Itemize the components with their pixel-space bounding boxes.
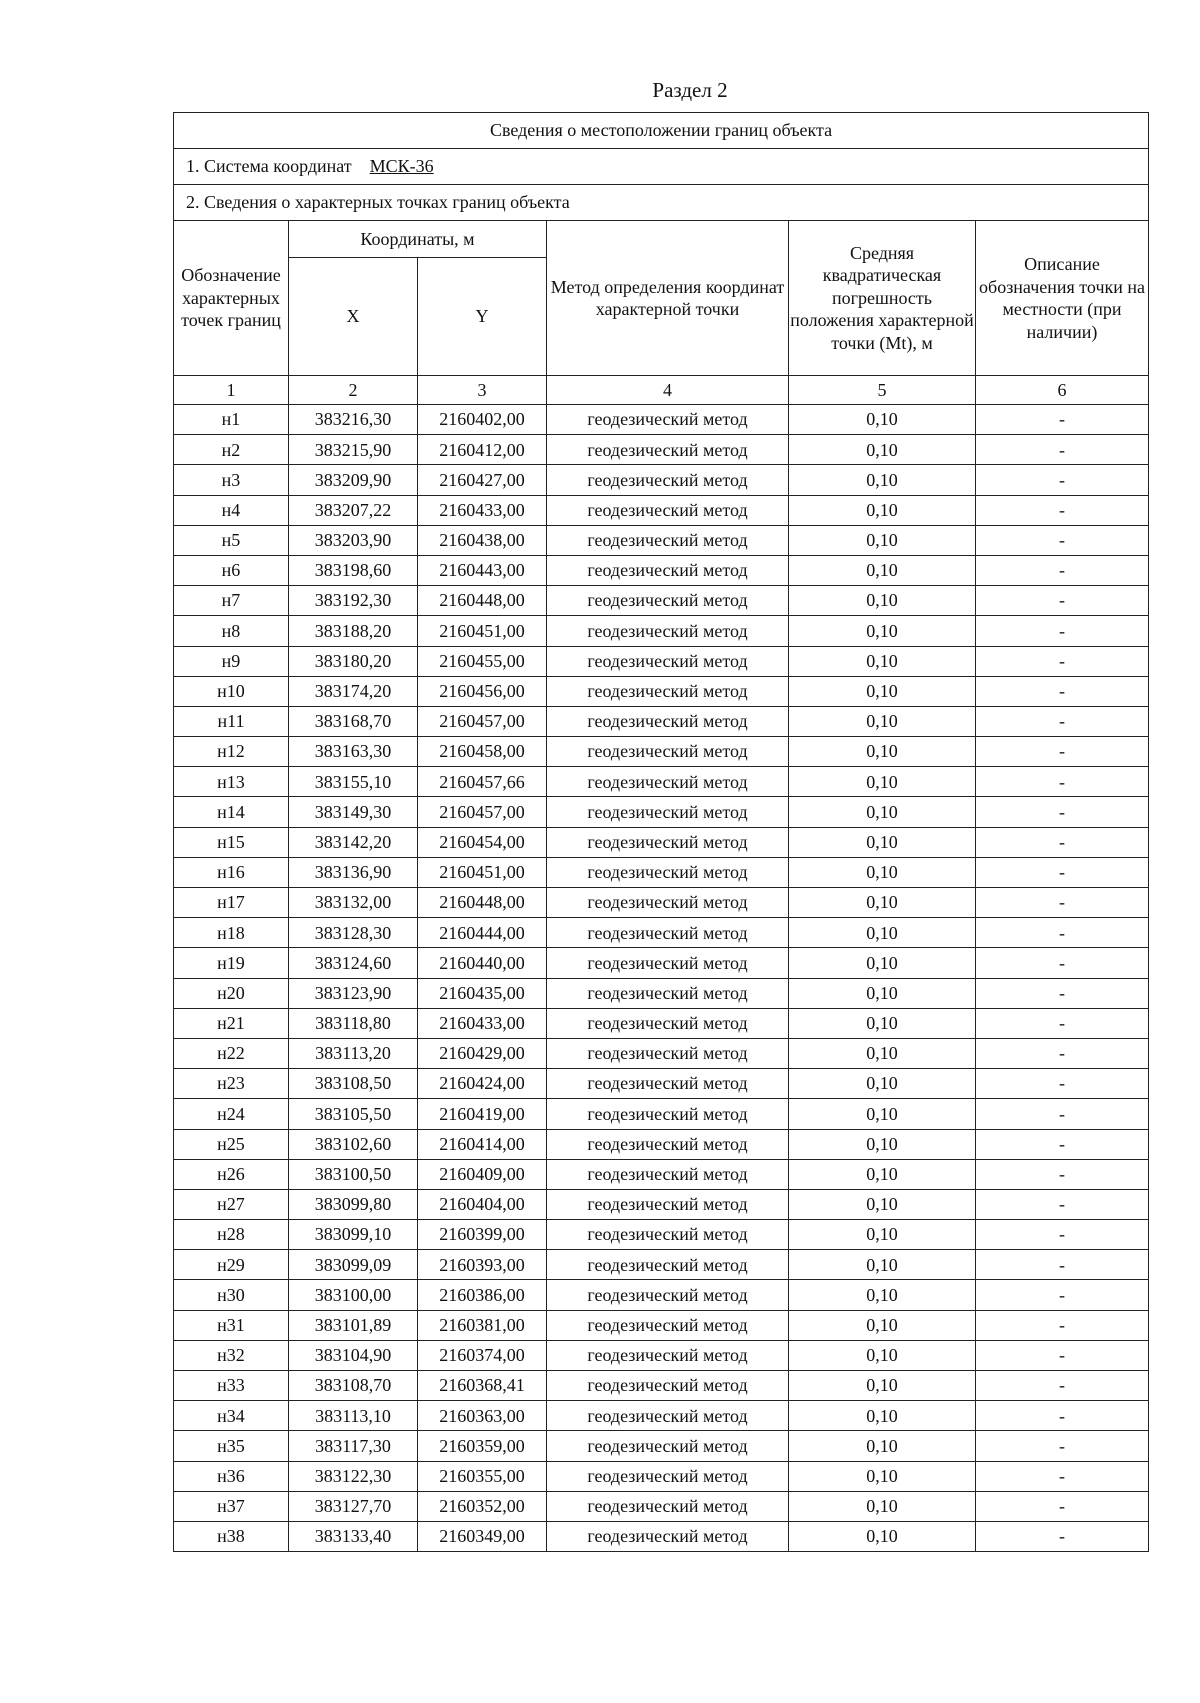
description-cell: - bbox=[976, 978, 1149, 1008]
x-coord-cell: 383203,90 bbox=[289, 525, 418, 555]
description-cell: - bbox=[976, 555, 1149, 585]
method-cell: геодезический метод bbox=[547, 586, 789, 616]
error-cell: 0,10 bbox=[789, 1280, 976, 1310]
error-cell: 0,10 bbox=[789, 948, 976, 978]
description-cell: - bbox=[976, 706, 1149, 736]
section-title: Раздел 2 bbox=[652, 78, 728, 102]
point-id-cell: н11 bbox=[174, 706, 289, 736]
point-id-cell: н9 bbox=[174, 646, 289, 676]
x-coord-cell: 383149,30 bbox=[289, 797, 418, 827]
table-row bbox=[174, 827, 1149, 857]
point-id-cell: н8 bbox=[174, 616, 289, 646]
point-id-cell: н14 bbox=[174, 797, 289, 827]
x-coord-cell: 383188,20 bbox=[289, 616, 418, 646]
description-cell: - bbox=[976, 1280, 1149, 1310]
method-cell: геодезический метод bbox=[547, 1220, 789, 1250]
table-row bbox=[174, 1099, 1149, 1129]
y-coord-cell: 2160429,00 bbox=[418, 1038, 547, 1068]
table-row bbox=[174, 948, 1149, 978]
table-row bbox=[174, 1220, 1149, 1250]
method-cell: геодезический метод bbox=[547, 405, 789, 435]
description-cell: - bbox=[976, 616, 1149, 646]
table-row bbox=[174, 616, 1149, 646]
y-coord-cell: 2160448,00 bbox=[418, 888, 547, 918]
error-cell: 0,10 bbox=[789, 1069, 976, 1099]
y-coord-cell: 2160409,00 bbox=[418, 1159, 547, 1189]
method-cell: геодезический метод bbox=[547, 1401, 789, 1431]
error-cell: 0,10 bbox=[789, 405, 976, 435]
column-numbers-row bbox=[174, 376, 1149, 405]
x-coord-cell: 383127,70 bbox=[289, 1491, 418, 1521]
y-coord-cell: 2160374,00 bbox=[418, 1340, 547, 1370]
col-number: 3 bbox=[418, 376, 547, 405]
method-cell: геодезический метод bbox=[547, 1129, 789, 1159]
table-row bbox=[174, 1461, 1149, 1491]
description-cell: - bbox=[976, 1069, 1149, 1099]
y-coord-cell: 2160435,00 bbox=[418, 978, 547, 1008]
table-row bbox=[174, 405, 1149, 435]
x-coord-cell: 383102,60 bbox=[289, 1129, 418, 1159]
y-coord-cell: 2160438,00 bbox=[418, 525, 547, 555]
method-cell: геодезический метод bbox=[547, 1461, 789, 1491]
point-id-cell: н27 bbox=[174, 1189, 289, 1219]
description-cell: - bbox=[976, 918, 1149, 948]
description-cell: - bbox=[976, 1401, 1149, 1431]
table-row bbox=[174, 1159, 1149, 1189]
y-coord-cell: 2160433,00 bbox=[418, 1008, 547, 1038]
point-id-cell: н1 bbox=[174, 405, 289, 435]
method-cell: геодезический метод bbox=[547, 1008, 789, 1038]
error-cell: 0,10 bbox=[789, 1401, 976, 1431]
y-coord-cell: 2160444,00 bbox=[418, 918, 547, 948]
table-row bbox=[174, 1491, 1149, 1521]
coord-system-row bbox=[174, 149, 1149, 185]
x-coord-cell: 383113,10 bbox=[289, 1401, 418, 1431]
method-cell: геодезический метод bbox=[547, 1159, 789, 1189]
y-coord-cell: 2160457,00 bbox=[418, 706, 547, 736]
x-coord-cell: 383099,80 bbox=[289, 1189, 418, 1219]
y-coord-cell: 2160454,00 bbox=[418, 827, 547, 857]
boundary-points-table bbox=[173, 112, 1149, 1552]
x-coord-cell: 383117,30 bbox=[289, 1431, 418, 1461]
point-id-cell: н3 bbox=[174, 465, 289, 495]
x-coord-cell: 383101,89 bbox=[289, 1310, 418, 1340]
y-coord-cell: 2160386,00 bbox=[418, 1280, 547, 1310]
x-coord-cell: 383192,30 bbox=[289, 586, 418, 616]
description-cell: - bbox=[976, 1189, 1149, 1219]
coord-system-name: МСК-36 bbox=[369, 156, 434, 177]
point-id-cell: н19 bbox=[174, 948, 289, 978]
col-header-description: Описание обозначения точки на местности (при наличии) bbox=[976, 221, 1149, 376]
y-coord-cell: 2160456,00 bbox=[418, 676, 547, 706]
description-cell: - bbox=[976, 1461, 1149, 1491]
point-id-cell: н26 bbox=[174, 1159, 289, 1189]
table-title: Сведения о местоположении границ объекта bbox=[174, 113, 1149, 149]
coord-system-cell bbox=[174, 149, 1149, 185]
point-id-cell: н38 bbox=[174, 1521, 289, 1551]
y-coord-cell: 2160458,00 bbox=[418, 737, 547, 767]
method-cell: геодезический метод bbox=[547, 616, 789, 646]
x-coord-cell: 383104,90 bbox=[289, 1340, 418, 1370]
error-cell: 0,10 bbox=[789, 918, 976, 948]
method-cell: геодезический метод bbox=[547, 1069, 789, 1099]
error-cell: 0,10 bbox=[789, 1431, 976, 1461]
x-coord-cell: 383113,20 bbox=[289, 1038, 418, 1068]
table-row bbox=[174, 737, 1149, 767]
method-cell: геодезический метод bbox=[547, 1038, 789, 1068]
x-coord-cell: 383118,80 bbox=[289, 1008, 418, 1038]
description-cell: - bbox=[976, 465, 1149, 495]
point-id-cell: н31 bbox=[174, 1310, 289, 1340]
table-row bbox=[174, 888, 1149, 918]
method-cell: геодезический метод bbox=[547, 1310, 789, 1340]
table-title-row bbox=[174, 113, 1149, 149]
error-cell: 0,10 bbox=[789, 616, 976, 646]
table-row bbox=[174, 706, 1149, 736]
table-row bbox=[174, 1431, 1149, 1461]
x-coord-cell: 383105,50 bbox=[289, 1099, 418, 1129]
x-coord-cell: 383180,20 bbox=[289, 646, 418, 676]
x-coord-cell: 383215,90 bbox=[289, 435, 418, 465]
point-id-cell: н6 bbox=[174, 555, 289, 585]
table-row bbox=[174, 978, 1149, 1008]
method-cell: геодезический метод bbox=[547, 1250, 789, 1280]
table-row bbox=[174, 1129, 1149, 1159]
point-id-cell: н33 bbox=[174, 1371, 289, 1401]
point-id-cell: н20 bbox=[174, 978, 289, 1008]
error-cell: 0,10 bbox=[789, 888, 976, 918]
description-cell: - bbox=[976, 1159, 1149, 1189]
description-cell: - bbox=[976, 1340, 1149, 1370]
x-coord-cell: 383108,50 bbox=[289, 1069, 418, 1099]
y-coord-cell: 2160402,00 bbox=[418, 405, 547, 435]
method-cell: геодезический метод bbox=[547, 827, 789, 857]
table-row bbox=[174, 1038, 1149, 1068]
x-coord-cell: 383123,90 bbox=[289, 978, 418, 1008]
method-cell: геодезический метод bbox=[547, 646, 789, 676]
method-cell: геодезический метод bbox=[547, 1431, 789, 1461]
table-row bbox=[174, 797, 1149, 827]
y-coord-cell: 2160427,00 bbox=[418, 465, 547, 495]
error-cell: 0,10 bbox=[789, 797, 976, 827]
method-cell: геодезический метод bbox=[547, 1189, 789, 1219]
point-id-cell: н35 bbox=[174, 1431, 289, 1461]
point-id-cell: н13 bbox=[174, 767, 289, 797]
method-cell: геодезический метод bbox=[547, 948, 789, 978]
col-header-coordinates: Координаты, м bbox=[289, 221, 547, 258]
error-cell: 0,10 bbox=[789, 465, 976, 495]
point-id-cell: н12 bbox=[174, 737, 289, 767]
error-cell: 0,10 bbox=[789, 586, 976, 616]
points-title: 2. Сведения о характерных точках границ объекта bbox=[174, 185, 1149, 221]
y-coord-cell: 2160457,00 bbox=[418, 797, 547, 827]
table-row bbox=[174, 1280, 1149, 1310]
y-coord-cell: 2160451,00 bbox=[418, 857, 547, 887]
method-cell: геодезический метод bbox=[547, 888, 789, 918]
error-cell: 0,10 bbox=[789, 737, 976, 767]
description-cell: - bbox=[976, 1220, 1149, 1250]
x-coord-cell: 383108,70 bbox=[289, 1371, 418, 1401]
error-cell: 0,10 bbox=[789, 676, 976, 706]
method-cell: геодезический метод bbox=[547, 1491, 789, 1521]
error-cell: 0,10 bbox=[789, 767, 976, 797]
y-coord-cell: 2160412,00 bbox=[418, 435, 547, 465]
error-cell: 0,10 bbox=[789, 555, 976, 585]
method-cell: геодезический метод bbox=[547, 1340, 789, 1370]
point-id-cell: н21 bbox=[174, 1008, 289, 1038]
table-row bbox=[174, 1521, 1149, 1551]
error-cell: 0,10 bbox=[789, 1250, 976, 1280]
description-cell: - bbox=[976, 1431, 1149, 1461]
error-cell: 0,10 bbox=[789, 1038, 976, 1068]
y-coord-cell: 2160404,00 bbox=[418, 1189, 547, 1219]
table-row bbox=[174, 1069, 1149, 1099]
description-cell: - bbox=[976, 676, 1149, 706]
point-id-cell: н4 bbox=[174, 495, 289, 525]
x-coord-cell: 383132,00 bbox=[289, 888, 418, 918]
x-coord-cell: 383142,20 bbox=[289, 827, 418, 857]
error-cell: 0,10 bbox=[789, 1159, 976, 1189]
method-cell: геодезический метод bbox=[547, 525, 789, 555]
description-cell: - bbox=[976, 857, 1149, 887]
point-id-cell: н15 bbox=[174, 827, 289, 857]
coord-system-label: 1. Система координат bbox=[186, 156, 352, 177]
y-coord-cell: 2160368,41 bbox=[418, 1371, 547, 1401]
col-header-method: Метод определения координат характерной точки bbox=[547, 221, 789, 376]
method-cell: геодезический метод bbox=[547, 555, 789, 585]
error-cell: 0,10 bbox=[789, 495, 976, 525]
error-cell: 0,10 bbox=[789, 1340, 976, 1370]
x-coord-cell: 383100,00 bbox=[289, 1280, 418, 1310]
error-cell: 0,10 bbox=[789, 1491, 976, 1521]
y-coord-cell: 2160414,00 bbox=[418, 1129, 547, 1159]
method-cell: геодезический метод bbox=[547, 706, 789, 736]
col-header-y: Y bbox=[418, 258, 547, 376]
description-cell: - bbox=[976, 495, 1149, 525]
x-coord-cell: 383099,10 bbox=[289, 1220, 418, 1250]
description-cell: - bbox=[976, 827, 1149, 857]
description-cell: - bbox=[976, 435, 1149, 465]
table-row bbox=[174, 918, 1149, 948]
error-cell: 0,10 bbox=[789, 1461, 976, 1491]
description-cell: - bbox=[976, 1008, 1149, 1038]
description-cell: - bbox=[976, 1129, 1149, 1159]
error-cell: 0,10 bbox=[789, 1521, 976, 1551]
error-cell: 0,10 bbox=[789, 1310, 976, 1340]
method-cell: геодезический метод bbox=[547, 857, 789, 887]
method-cell: геодезический метод bbox=[547, 465, 789, 495]
error-cell: 0,10 bbox=[789, 1129, 976, 1159]
x-coord-cell: 383122,30 bbox=[289, 1461, 418, 1491]
description-cell: - bbox=[976, 646, 1149, 676]
point-id-cell: н37 bbox=[174, 1491, 289, 1521]
table-row bbox=[174, 1189, 1149, 1219]
point-id-cell: н28 bbox=[174, 1220, 289, 1250]
description-cell: - bbox=[976, 586, 1149, 616]
table-row bbox=[174, 525, 1149, 555]
error-cell: 0,10 bbox=[789, 1220, 976, 1250]
point-id-cell: н16 bbox=[174, 857, 289, 887]
description-cell: - bbox=[976, 1099, 1149, 1129]
error-cell: 0,10 bbox=[789, 1189, 976, 1219]
x-coord-cell: 383099,09 bbox=[289, 1250, 418, 1280]
method-cell: геодезический метод bbox=[547, 797, 789, 827]
table-row bbox=[174, 1310, 1149, 1340]
method-cell: геодезический метод bbox=[547, 978, 789, 1008]
table-row bbox=[174, 465, 1149, 495]
point-id-cell: н30 bbox=[174, 1280, 289, 1310]
x-coord-cell: 383174,20 bbox=[289, 676, 418, 706]
point-id-cell: н25 bbox=[174, 1129, 289, 1159]
method-cell: геодезический метод bbox=[547, 767, 789, 797]
y-coord-cell: 2160455,00 bbox=[418, 646, 547, 676]
table-row bbox=[174, 1401, 1149, 1431]
point-id-cell: н36 bbox=[174, 1461, 289, 1491]
y-coord-cell: 2160419,00 bbox=[418, 1099, 547, 1129]
description-cell: - bbox=[976, 525, 1149, 555]
error-cell: 0,10 bbox=[789, 646, 976, 676]
y-coord-cell: 2160352,00 bbox=[418, 1491, 547, 1521]
point-id-cell: н18 bbox=[174, 918, 289, 948]
table-row bbox=[174, 676, 1149, 706]
error-cell: 0,10 bbox=[789, 525, 976, 555]
method-cell: геодезический метод bbox=[547, 1099, 789, 1129]
error-cell: 0,10 bbox=[789, 1099, 976, 1129]
table-row bbox=[174, 555, 1149, 585]
point-id-cell: н32 bbox=[174, 1340, 289, 1370]
table-row bbox=[174, 1250, 1149, 1280]
table-row bbox=[174, 767, 1149, 797]
y-coord-cell: 2160424,00 bbox=[418, 1069, 547, 1099]
description-cell: - bbox=[976, 1038, 1149, 1068]
y-coord-cell: 2160448,00 bbox=[418, 586, 547, 616]
x-coord-cell: 383124,60 bbox=[289, 948, 418, 978]
description-cell: - bbox=[976, 1491, 1149, 1521]
y-coord-cell: 2160381,00 bbox=[418, 1310, 547, 1340]
table-row bbox=[174, 857, 1149, 887]
y-coord-cell: 2160440,00 bbox=[418, 948, 547, 978]
description-cell: - bbox=[976, 1310, 1149, 1340]
point-id-cell: н34 bbox=[174, 1401, 289, 1431]
error-cell: 0,10 bbox=[789, 435, 976, 465]
table-row bbox=[174, 495, 1149, 525]
y-coord-cell: 2160443,00 bbox=[418, 555, 547, 585]
description-cell: - bbox=[976, 1250, 1149, 1280]
point-id-cell: н5 bbox=[174, 525, 289, 555]
method-cell: геодезический метод bbox=[547, 918, 789, 948]
x-coord-cell: 383207,22 bbox=[289, 495, 418, 525]
table-row bbox=[174, 646, 1149, 676]
y-coord-cell: 2160393,00 bbox=[418, 1250, 547, 1280]
description-cell: - bbox=[976, 1371, 1149, 1401]
col-header-designation: Обозначение характерных точек границ bbox=[174, 221, 289, 376]
error-cell: 0,10 bbox=[789, 706, 976, 736]
y-coord-cell: 2160359,00 bbox=[418, 1431, 547, 1461]
col-header-error: Средняя квадратическая погрешность положения характерной точки (Mt), м bbox=[789, 221, 976, 376]
description-cell: - bbox=[976, 405, 1149, 435]
col-number: 6 bbox=[976, 376, 1149, 405]
error-cell: 0,10 bbox=[789, 1008, 976, 1038]
x-coord-cell: 383133,40 bbox=[289, 1521, 418, 1551]
table-row bbox=[174, 586, 1149, 616]
method-cell: геодезический метод bbox=[547, 1371, 789, 1401]
point-id-cell: н2 bbox=[174, 435, 289, 465]
method-cell: геодезический метод bbox=[547, 1521, 789, 1551]
y-coord-cell: 2160399,00 bbox=[418, 1220, 547, 1250]
x-coord-cell: 383136,90 bbox=[289, 857, 418, 887]
point-id-cell: н29 bbox=[174, 1250, 289, 1280]
y-coord-cell: 2160363,00 bbox=[418, 1401, 547, 1431]
method-cell: геодезический метод bbox=[547, 676, 789, 706]
col-header-x: X bbox=[289, 258, 418, 376]
x-coord-cell: 383216,30 bbox=[289, 405, 418, 435]
x-coord-cell: 383100,50 bbox=[289, 1159, 418, 1189]
x-coord-cell: 383168,70 bbox=[289, 706, 418, 736]
error-cell: 0,10 bbox=[789, 978, 976, 1008]
description-cell: - bbox=[976, 948, 1149, 978]
point-id-cell: н10 bbox=[174, 676, 289, 706]
x-coord-cell: 383198,60 bbox=[289, 555, 418, 585]
point-id-cell: н24 bbox=[174, 1099, 289, 1129]
x-coord-cell: 383209,90 bbox=[289, 465, 418, 495]
table-row bbox=[174, 435, 1149, 465]
col-number: 2 bbox=[289, 376, 418, 405]
error-cell: 0,10 bbox=[789, 857, 976, 887]
y-coord-cell: 2160355,00 bbox=[418, 1461, 547, 1491]
column-header-row bbox=[174, 221, 1149, 258]
table-row bbox=[174, 1371, 1149, 1401]
method-cell: геодезический метод bbox=[547, 1280, 789, 1310]
method-cell: геодезический метод bbox=[547, 495, 789, 525]
point-id-cell: н17 bbox=[174, 888, 289, 918]
description-cell: - bbox=[976, 888, 1149, 918]
description-cell: - bbox=[976, 767, 1149, 797]
point-id-cell: н7 bbox=[174, 586, 289, 616]
col-number: 1 bbox=[174, 376, 289, 405]
col-number: 5 bbox=[789, 376, 976, 405]
x-coord-cell: 383155,10 bbox=[289, 767, 418, 797]
x-coord-cell: 383128,30 bbox=[289, 918, 418, 948]
table-row bbox=[174, 1008, 1149, 1038]
col-number: 4 bbox=[547, 376, 789, 405]
points-title-row bbox=[174, 185, 1149, 221]
table-row bbox=[174, 1340, 1149, 1370]
method-cell: геодезический метод bbox=[547, 737, 789, 767]
description-cell: - bbox=[976, 797, 1149, 827]
error-cell: 0,10 bbox=[789, 1371, 976, 1401]
y-coord-cell: 2160451,00 bbox=[418, 616, 547, 646]
y-coord-cell: 2160457,66 bbox=[418, 767, 547, 797]
x-coord-cell: 383163,30 bbox=[289, 737, 418, 767]
y-coord-cell: 2160349,00 bbox=[418, 1521, 547, 1551]
error-cell: 0,10 bbox=[789, 827, 976, 857]
point-id-cell: н23 bbox=[174, 1069, 289, 1099]
method-cell: геодезический метод bbox=[547, 435, 789, 465]
y-coord-cell: 2160433,00 bbox=[418, 495, 547, 525]
description-cell: - bbox=[976, 1521, 1149, 1551]
point-id-cell: н22 bbox=[174, 1038, 289, 1068]
description-cell: - bbox=[976, 737, 1149, 767]
